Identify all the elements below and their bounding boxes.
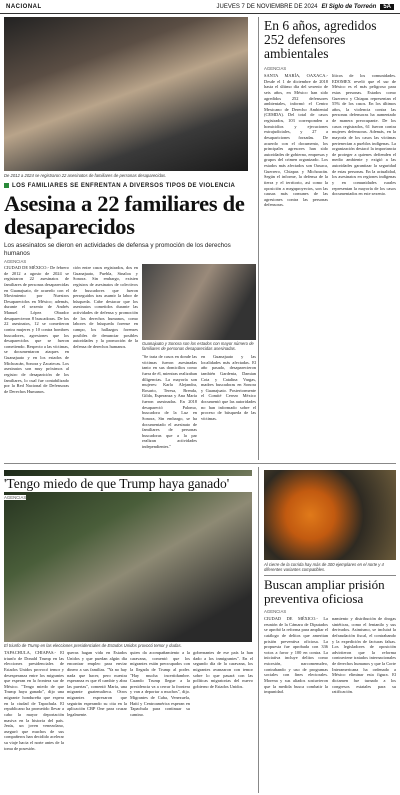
main-headline: Asesina a 22 familiares de desaparecidos bbox=[4, 191, 245, 239]
env-column-1: SANTA MARÍA, OAXACA.- Desde el 1 de diciembre de 2018 hasta el último día del sexenio de seis años, en México han sido agredidos 252 defensores ambientales, informó el Centro Mexicano de Derecho Ambiental (CEMDA). Del total de casos registrados, 103 corresponden a homicidios y ejecuciones extrajudiciales, y 27 a desapariciones forzadas. De acuerdo con el documento, los principales agresores han sido autoridades de gobierno, empresas y grupos del crimen organizado. Los estados más afectados son Oaxaca, Guerrero, Chiapas y Michoacán. Según el informe, la defensa de la tierra y el territorio, así como la oposición a megaproyectos, son las causas más comunes de las agresiones contra las personas defensoras. bbox=[264, 73, 328, 208]
trump-byline: AGENCIAS bbox=[4, 495, 27, 500]
masthead bbox=[0, 0, 400, 14]
prison-byline: AGENCIAS bbox=[264, 609, 287, 614]
kicker-square-icon bbox=[4, 183, 9, 188]
main-dek: Los asesinatos se dieron en actividades de defensa y promoción de los derechos humanos bbox=[4, 242, 231, 257]
trump-column-1: TAPACHULA, CHIAPAS.- El triunfo de Donald Trump en las elecciones presidenciales de Estados Unidos provocó temor y desesperanza entre los migrantes que esperan en la frontera sur de México. "Tengo miedo de que Trump haya ganado", dijo una migrante hondureña que espera en la ciudad de Tapachula. El republicano ha prometido llevar a cabo la mayor deportación masiva en la historia del país. Jesús, un joven venezolano, aseguró que muchos de sus compañeros han decidido acelerar su viaje hacia el norte antes de la toma de posesión. bbox=[4, 650, 64, 751]
page-number: 5A bbox=[380, 4, 394, 10]
trump-headline: 'Tengo miedo de que Trump haya ganado' bbox=[4, 476, 254, 492]
masthead-right bbox=[216, 4, 394, 10]
main-story-photo bbox=[4, 17, 248, 171]
main-byline: AGENCIAS bbox=[4, 259, 27, 264]
main-story-photo-2 bbox=[142, 264, 256, 340]
main-photo-2-caption: Guanajuato y Sonora son los estados con mayor número de familiares de personas desaparecidas asesinadas. bbox=[142, 341, 254, 352]
kicker-text: LOS FAMILIARES SE ENFRENTAN A DIVERSOS TIPOS DE VIOLENCIA bbox=[12, 183, 236, 190]
trump-column-3: quien da acompañamiento a la caravana, comentó que los migrantes están preocupados con la llegada de Trump al poder. "Hay mucha incertidumbre. Cuando Trump llegue a la presidencia va a cerrar la frontera y van a deportar a muchos", dijo. Migrantes de Cuba, Venezuela, Haití y Centroamérica esperan en Tapachula para continuar su camino. bbox=[130, 650, 190, 717]
prison-column-2: namiento y distribución de drogas sintéticas, como el fentanilo y sus derivados. Asimismo, se incluirá la defraudación fiscal, el contrabando y la expedición de facturas falsas. Los legisladores de oposición advirtieron que la reforma contraviene tratados internacionales de derechos humanos y que la Corte Interamericana ha ordenado a México eliminar esta figura. El dictamen fue turnado a los congresos estatales para su ratificación. bbox=[332, 616, 396, 695]
section-label: NACIONAL bbox=[6, 3, 42, 10]
main-column-2: ción entre casos registrados, dos en Guanajuato, Puebla, Sinaloa y Sonora. Sin embargo, existen registros de asesinatos de colectivos de buscadores que fueron perseguidos tras asumir la labor de búsqueda. Cabe destacar que los asesinatos cometidos durante las actividades de defensa y promoción de los derechos humanos, como labores de búsqueda forense en campo, los hallazgos forenses posibles de denunciar posibles autoridades y la promoción de la defensa de derechos humanos. bbox=[73, 265, 138, 349]
env-headline: En 6 años, agredidos 252 defensores ambientales bbox=[264, 18, 377, 62]
prison-column-1: CIUDAD DE MÉXICO.- La reunión de la Cámara de Diputados se aprobó la reforma para ampliar el catálogo de delitos que ameritan prisión preventiva oficiosa. La propuesta fue aprobada con 336 votos a favor y 100 en contra. La iniciativa incluye delitos como extorsión, narcomenudeo, contrabando y uso de programas sociales con fines electorales. Morena y sus aliados sostuvieron que la medida busca combatir la impunidad. bbox=[264, 616, 328, 695]
env-byline: AGENCIAS bbox=[264, 66, 287, 71]
prison-headline: Buscan ampliar prisión preventiva oficiosa bbox=[264, 577, 385, 606]
section-divider bbox=[4, 463, 396, 464]
butterfly-photo bbox=[264, 470, 396, 560]
trump-column-4: gobernantes de ese país la han dado a los inmigrantes". En el segundo día de la caravana, los migrantes avanzaron con temor sobre lo que pasará con las políticas migratorias del nuevo gobierno de Estados Unidos. bbox=[193, 650, 253, 689]
main-column-1: CIUDAD DE MÉXICO.- De febrero de 2012 a agosto de 2024 se registraron 22 asesinatos de familiares de personas desaparecidas en Guanajuato, de acuerdo con el Movimiento por Nuestros Desaparecidos en México; además, durante el sexenio de Andrés Manuel López Obrador desaparecieron 8 buscadoras. De los 22 asesinatos, 12 se cometieron contra mujeres y 10 contra hombres buscadores, agresiones que los desaparecidos que se fueron cometiendo. Respecto a las víctimas, se documentaron ataques en Guanajuato y en los estados de Michoacán, Sonora y Zacatecas. Los asesinatos son muy próximos al registro de desaparición de los familiares, lo cual fue contabilizado por la Red Nacional de Defensoras de Derechos Humanos. bbox=[4, 265, 69, 394]
column-divider bbox=[258, 17, 259, 460]
trump-story-photo bbox=[4, 470, 252, 642]
main-photo-caption: De 2012 a 2024 se registraron 22 asesinatos de familiares de personas desaparecidas. bbox=[4, 173, 167, 178]
column-divider-lower bbox=[258, 467, 259, 793]
issue-date: JUEVES 7 DE NOVIEMBRE DE 2024 bbox=[216, 3, 318, 10]
trump-photo-caption: El triunfo de Trump en las elecciones presidenciales de Estados Unidos provocó temor y dudas. bbox=[4, 643, 182, 648]
env-column-2: líticos de los comunidades. EDOMEX reveló que el sur de México es el más peligroso para estas personas. Estados como Guerrero y Chiapas representan el 55% de los casos. En los últimos años, la violencia contra las personas defensoras ha aumentado de manera preocupante. De los casos registrados, 61 fueron contra mujeres defensoras. Además, en la mayoría de los casos las víctimas pertenecían a pueblos indígenas. La organización destacó la importancia de proteger a quienes defienden el medio ambiente y exigió a las autoridades garantizar la seguridad de estas personas. En la actualidad, los asesinatos en regiones indígenas y en comunidades rurales representan la mayoría de los casos documentados en este sexenio. bbox=[332, 73, 396, 197]
butterfly-photo-caption: Al cierre de la corrida hay más de 300 ejemplares en el norte y 4 diferentes variantes compatibles. bbox=[264, 562, 384, 573]
trump-column-2: queras hagan vida en Estados Unidos y que puedan algún día encontrar empleo para enviar dinero a sus familias. "Ya no hay nada que hacer, pero nuestra esperanza es que él cambie y abra las puertas", comentó María, una migrante guatemalteca. Otros migrantes expresaron que seguirán esperando su cita en la aplicación CBP One para cruzar legalmente. bbox=[67, 650, 127, 717]
main-story-kicker bbox=[4, 183, 254, 189]
main-column-3: "Se trata de casos en donde las víctimas fueron asesinadas tanto en sus domicilios como fuera de él, mientras realizaban diligencias. La mayoría son mujeres: Karla Alejandra, Rosario, Teresa, Brenda, Gilda, Esperanza y Ana María fueron asesinadas. En 2018 desapareció Palomo, buscadora de la Luz en Sonora, Sin embargo, se ha documentado el asesinato de familiares de personas buscadoras que a la par realizan actividades independientes." bbox=[142, 354, 197, 449]
paper-name: El Siglo de Torreón bbox=[321, 3, 377, 10]
main-column-4: en Guanajuato y las localidades más afectadas. El año pasado, desaparecieron también Gardenia, Damian Cota y Catalina Vargas, madres buscadoras en Sonora y Guanajuato. Posteriormente el Comité Cerezo México documentó que las autoridades no han informado sobre el proceso de búsqueda de las víctimas. bbox=[201, 354, 256, 421]
prison-top-rule bbox=[264, 575, 396, 576]
